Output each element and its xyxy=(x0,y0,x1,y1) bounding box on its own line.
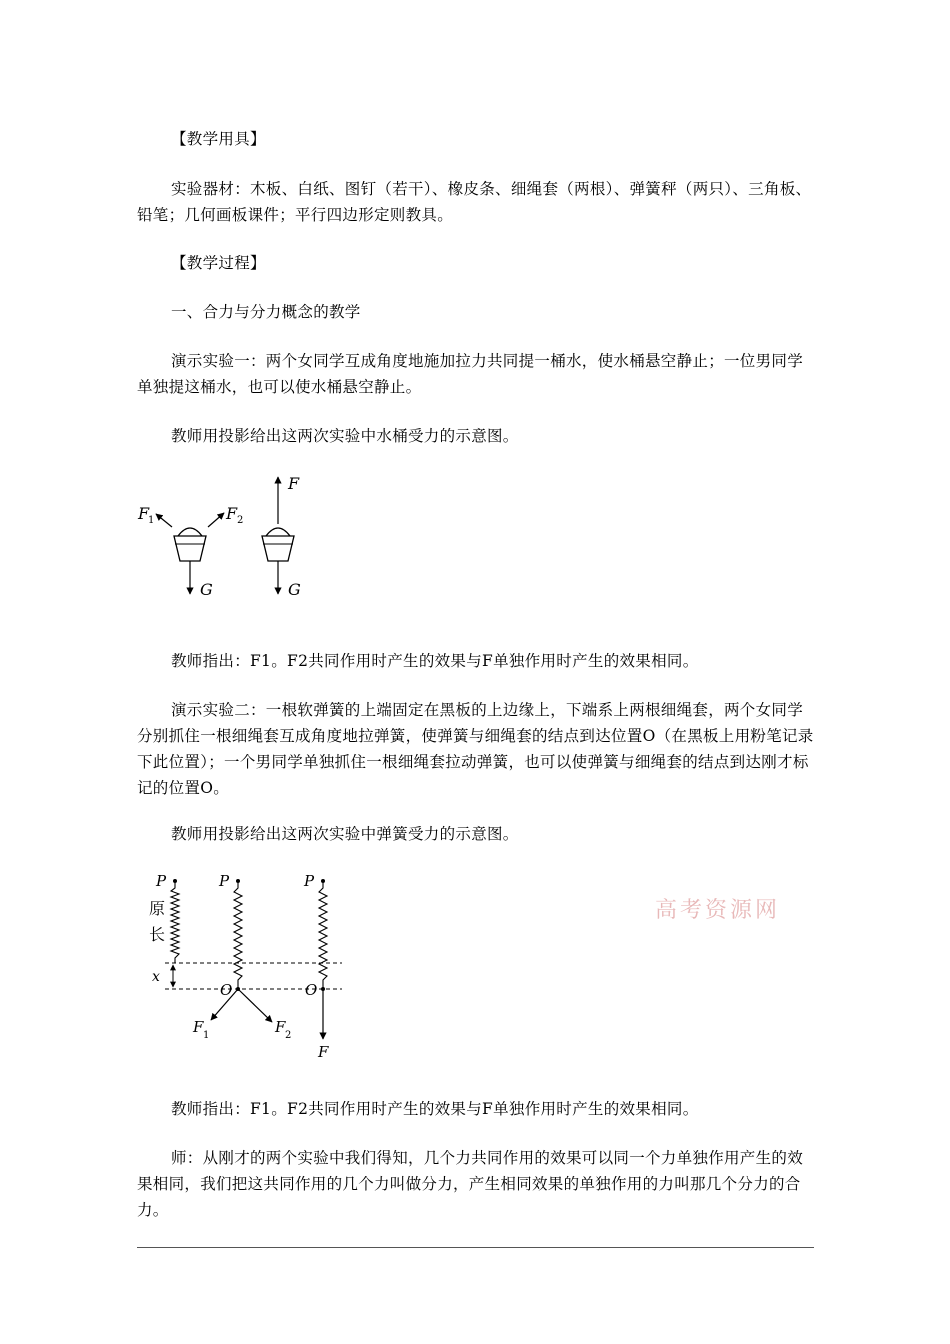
spring-force-diagram xyxy=(140,868,355,1063)
footer-divider xyxy=(137,1247,814,1248)
label-o1: O xyxy=(220,981,233,999)
label-f: F xyxy=(288,474,300,493)
label-p2: P xyxy=(219,872,230,890)
bucket-right xyxy=(262,477,294,594)
label-f2-sub: 2 xyxy=(237,515,244,526)
demo-two-paragraph: 演示实验二：一根软弹簧的上端固定在黑板的上边缘上，下端系上两根细绳套，两个女同学分别抓住一根细绳套互成角度地拉弹簧，使弹簧与细绳套的结点到达位置O（在黑板上用粉笔记录下此位置）；一个男同学单独抓住一根细绳套拉动弹簧，也可以使弹簧与细绳套的结点到达刚才标记的位置O。 xyxy=(137,701,814,797)
spring-original xyxy=(171,883,179,963)
label-g-left: G xyxy=(200,580,213,599)
section-one-heading: 一、合力与分力概念的教学 xyxy=(171,303,361,321)
label-f1-sub: 1 xyxy=(148,515,155,526)
spring-two-forces xyxy=(234,883,242,988)
label-g-right: G xyxy=(288,580,301,599)
teacher-point-one: 教师指出：F1。F2共同作用时产生的效果与F单独作用时产生的效果相同。 xyxy=(171,652,699,670)
heading-teaching-process: 【教学过程】 xyxy=(171,254,266,272)
label-spring-f1-sub: 1 xyxy=(203,1030,210,1041)
demo-one-paragraph: 演示实验一：两个女同学互成角度地施加拉力共同提一桶水，使水桶悬空静止；一位男同学单独提这桶水，也可以使水桶悬空静止。 xyxy=(137,352,804,396)
teacher-point-two: 教师指出：F1。F2共同作用时产生的效果与F单独作用时产生的效果相同。 xyxy=(171,1100,699,1118)
bucket-force-diagram xyxy=(130,468,330,603)
label-x: x xyxy=(152,969,160,985)
label-f2: F xyxy=(226,504,238,523)
heading-teaching-tools: 【教学用具】 xyxy=(171,130,266,148)
label-o2: O xyxy=(305,981,318,999)
label-spring-f1: F xyxy=(193,1018,204,1036)
label-spring-f: F xyxy=(318,1043,329,1061)
watermark: 高考资源网 xyxy=(655,898,781,923)
teacher-conclusion: 师：从刚才的两个实验中我们得知，几个力共同作用的效果可以同一个力单独作用产生的效果相同，我们把这共同作用的几个力叫做分力，产生相同效果的单独作用的力叫那几个分力的合力。 xyxy=(137,1149,804,1219)
bucket-left xyxy=(156,513,224,594)
equipment-paragraph: 实验器材：木板、白纸、图钉（若干）、橡皮条、细绳套（两根）、弹簧秤（两只）、三角板、铅笔；几何画板课件；平行四边形定则教具。 xyxy=(137,180,812,224)
label-spring-f2-sub: 2 xyxy=(285,1030,292,1041)
teacher-projection-one: 教师用投影给出这两次实验中水桶受力的示意图。 xyxy=(171,427,519,445)
label-f1: F xyxy=(138,504,150,523)
label-p3: P xyxy=(304,872,315,890)
label-p1: P xyxy=(156,872,167,890)
label-spring-f2: F xyxy=(275,1018,286,1036)
teacher-projection-two: 教师用投影给出这两次实验中弹簧受力的示意图。 xyxy=(171,825,519,843)
spring-one-force xyxy=(319,883,327,988)
label-chang: 长 xyxy=(149,925,166,944)
label-yuan: 原 xyxy=(149,899,166,918)
